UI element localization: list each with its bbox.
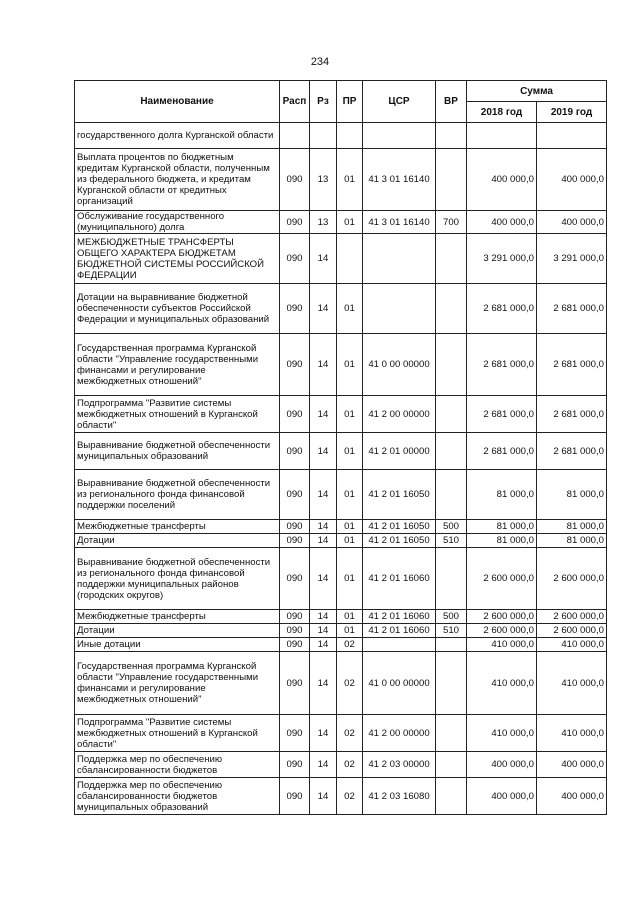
sum-2018-cell: 2 681 000,0	[467, 396, 537, 433]
name-cell: Выравнивание бюджетной обеспеченности из регионального фонда финансовой поддержки муниципальных районов (городских округов)	[75, 548, 280, 610]
vr-cell	[436, 778, 467, 815]
table-row	[75, 534, 607, 548]
rz-cell: 14	[310, 520, 337, 534]
vr-cell	[436, 396, 467, 433]
rz-cell: 14	[310, 778, 337, 815]
csr-cell: 41 3 01 16140	[363, 211, 436, 234]
table-row	[75, 284, 607, 334]
rz-cell: 14	[310, 548, 337, 610]
header-sum: Сумма	[467, 81, 607, 102]
vr-cell	[436, 334, 467, 396]
sum-2019-cell: 400 000,0	[537, 778, 607, 815]
rz-cell: 14	[310, 470, 337, 520]
page-number: 234	[310, 56, 330, 68]
sum-2019-cell: 81 000,0	[537, 534, 607, 548]
sum-2019-cell: 2 600 000,0	[537, 548, 607, 610]
table-row	[75, 433, 607, 470]
sum-2018-cell: 2 681 000,0	[467, 284, 537, 334]
rasp-cell: 090	[280, 284, 310, 334]
name-cell: Межбюджетные трансферты	[75, 610, 280, 624]
name-cell: Подпрограмма "Развитие системы межбюджетных отношений в Курганской области"	[75, 396, 280, 433]
pr-cell: 01	[337, 520, 363, 534]
rz-cell: 14	[310, 284, 337, 334]
sum-2018-cell: 410 000,0	[467, 715, 537, 752]
rasp-cell: 090	[280, 211, 310, 234]
rasp-cell: 090	[280, 433, 310, 470]
table-row	[75, 211, 607, 234]
table-body	[75, 123, 607, 815]
name-cell: Дотации на выравнивание бюджетной обеспеченности субъектов Российской Федерации и муниципальных образований	[75, 284, 280, 334]
csr-cell: 41 2 01 16060	[363, 624, 436, 638]
vr-cell	[436, 234, 467, 284]
csr-cell: 41 2 01 16060	[363, 610, 436, 624]
sum-2019-cell: 81 000,0	[537, 470, 607, 520]
pr-cell: 01	[337, 334, 363, 396]
csr-cell	[363, 284, 436, 334]
sum-2018-cell: 2 681 000,0	[467, 433, 537, 470]
sum-2019-cell: 400 000,0	[537, 211, 607, 234]
vr-cell	[436, 149, 467, 211]
name-cell: Выравнивание бюджетной обеспеченности муниципальных образований	[75, 433, 280, 470]
sum-2018-cell: 400 000,0	[467, 211, 537, 234]
vr-cell	[436, 433, 467, 470]
sum-2018-cell: 400 000,0	[467, 752, 537, 778]
sum-2019-cell: 400 000,0	[537, 149, 607, 211]
csr-cell	[363, 234, 436, 284]
pr-cell: 02	[337, 715, 363, 752]
sum-2018-cell: 2 600 000,0	[467, 610, 537, 624]
csr-cell: 41 2 00 00000	[363, 396, 436, 433]
name-cell: государственного долга Курганской области	[75, 123, 280, 149]
rz-cell	[310, 123, 337, 149]
vr-cell	[436, 284, 467, 334]
table-row	[75, 610, 607, 624]
sum-2018-cell: 400 000,0	[467, 149, 537, 211]
table-row	[75, 638, 607, 652]
name-cell: Поддержка мер по обеспечению сбалансированности бюджетов	[75, 752, 280, 778]
table-row	[75, 548, 607, 610]
csr-cell	[363, 123, 436, 149]
rasp-cell: 090	[280, 334, 310, 396]
sum-2019-cell: 3 291 000,0	[537, 234, 607, 284]
name-cell: Дотации	[75, 534, 280, 548]
name-cell: Поддержка мер по обеспечению сбалансированности бюджетов муниципальных образований	[75, 778, 280, 815]
rasp-cell: 090	[280, 610, 310, 624]
sum-2019-cell	[537, 123, 607, 149]
pr-cell: 01	[337, 624, 363, 638]
rasp-cell: 090	[280, 534, 310, 548]
sum-2018-cell: 2 681 000,0	[467, 334, 537, 396]
sum-2019-cell: 2 681 000,0	[537, 396, 607, 433]
rz-cell: 14	[310, 652, 337, 715]
pr-cell: 01	[337, 284, 363, 334]
rz-cell: 14	[310, 433, 337, 470]
table-row	[75, 652, 607, 715]
header-pr: ПР	[337, 81, 363, 123]
csr-cell: 41 2 01 16050	[363, 470, 436, 520]
csr-cell: 41 2 03 00000	[363, 752, 436, 778]
rz-cell: 14	[310, 334, 337, 396]
name-cell: Подпрограмма "Развитие системы межбюджетных отношений в Курганской области"	[75, 715, 280, 752]
pr-cell: 01	[337, 396, 363, 433]
sum-2018-cell: 410 000,0	[467, 652, 537, 715]
rz-cell: 14	[310, 752, 337, 778]
rasp-cell: 090	[280, 520, 310, 534]
table-row	[75, 334, 607, 396]
rasp-cell: 090	[280, 396, 310, 433]
rasp-cell: 090	[280, 470, 310, 520]
rz-cell: 13	[310, 149, 337, 211]
header-rasp: Расп	[280, 81, 310, 123]
rz-cell: 14	[310, 715, 337, 752]
table-row	[75, 149, 607, 211]
rz-cell: 14	[310, 638, 337, 652]
table-row	[75, 520, 607, 534]
pr-cell: 01	[337, 149, 363, 211]
name-cell: Межбюджетные трансферты	[75, 520, 280, 534]
sum-2018-cell: 81 000,0	[467, 520, 537, 534]
vr-cell: 500	[436, 610, 467, 624]
pr-cell: 01	[337, 470, 363, 520]
rz-cell: 14	[310, 396, 337, 433]
pr-cell: 01	[337, 433, 363, 470]
rasp-cell: 090	[280, 778, 310, 815]
budget-table	[74, 80, 607, 815]
rasp-cell	[280, 123, 310, 149]
rasp-cell: 090	[280, 234, 310, 284]
vr-cell	[436, 548, 467, 610]
sum-2018-cell: 2 600 000,0	[467, 624, 537, 638]
pr-cell: 01	[337, 211, 363, 234]
name-cell: Обслуживание государственного (муниципального) долга	[75, 211, 280, 234]
sum-2019-cell: 410 000,0	[537, 652, 607, 715]
table-row	[75, 234, 607, 284]
sum-2019-cell: 81 000,0	[537, 520, 607, 534]
pr-cell: 02	[337, 652, 363, 715]
sum-2019-cell: 410 000,0	[537, 715, 607, 752]
table-row	[75, 396, 607, 433]
csr-cell: 41 0 00 00000	[363, 334, 436, 396]
pr-cell: 02	[337, 778, 363, 815]
sum-2019-cell: 410 000,0	[537, 638, 607, 652]
name-cell: Государственная программа Курганской области "Управление государственными финансами и регулирование межбюджетных отношений"	[75, 334, 280, 396]
table-row	[75, 752, 607, 778]
csr-cell: 41 0 00 00000	[363, 652, 436, 715]
name-cell: Выравнивание бюджетной обеспеченности из регионального фонда финансовой поддержки поселений	[75, 470, 280, 520]
name-cell: МЕЖБЮДЖЕТНЫЕ ТРАНСФЕРТЫ ОБЩЕГО ХАРАКТЕРА БЮДЖЕТАМ БЮДЖЕТНОЙ СИСТЕМЫ РОССИЙСКОЙ ФЕДЕРАЦИИ	[75, 234, 280, 284]
name-cell: Дотации	[75, 624, 280, 638]
rz-cell: 14	[310, 534, 337, 548]
rasp-cell: 090	[280, 638, 310, 652]
table-row	[75, 470, 607, 520]
rasp-cell: 090	[280, 652, 310, 715]
vr-cell: 700	[436, 211, 467, 234]
vr-cell	[436, 652, 467, 715]
rasp-cell: 090	[280, 752, 310, 778]
sum-2019-cell: 2 681 000,0	[537, 433, 607, 470]
rz-cell: 14	[310, 624, 337, 638]
vr-cell	[436, 752, 467, 778]
header-2019: 2019 год	[537, 102, 607, 123]
header-rz: Рз	[310, 81, 337, 123]
pr-cell: 02	[337, 752, 363, 778]
pr-cell: 01	[337, 610, 363, 624]
header-csr: ЦСР	[363, 81, 436, 123]
csr-cell	[363, 638, 436, 652]
name-cell: Государственная программа Курганской области "Управление государственными финансами и регулирование межбюджетных отношений"	[75, 652, 280, 715]
pr-cell	[337, 234, 363, 284]
sum-2018-cell	[467, 123, 537, 149]
table-row	[75, 123, 607, 149]
csr-cell: 41 3 01 16140	[363, 149, 436, 211]
vr-cell	[436, 470, 467, 520]
csr-cell: 41 2 00 00000	[363, 715, 436, 752]
sum-2018-cell: 410 000,0	[467, 638, 537, 652]
pr-cell	[337, 123, 363, 149]
sum-2018-cell: 400 000,0	[467, 778, 537, 815]
vr-cell	[436, 123, 467, 149]
sum-2019-cell: 2 600 000,0	[537, 610, 607, 624]
header-2018: 2018 год	[467, 102, 537, 123]
vr-cell: 500	[436, 520, 467, 534]
csr-cell: 41 2 01 16050	[363, 520, 436, 534]
table-row	[75, 715, 607, 752]
name-cell: Иные дотации	[75, 638, 280, 652]
rasp-cell: 090	[280, 715, 310, 752]
csr-cell: 41 2 03 16080	[363, 778, 436, 815]
sum-2019-cell: 2 681 000,0	[537, 334, 607, 396]
vr-cell	[436, 715, 467, 752]
rasp-cell: 090	[280, 548, 310, 610]
rasp-cell: 090	[280, 624, 310, 638]
table-row	[75, 624, 607, 638]
sum-2018-cell: 3 291 000,0	[467, 234, 537, 284]
header-vr: ВР	[436, 81, 467, 123]
rz-cell: 14	[310, 234, 337, 284]
name-cell: Выплата процентов по бюджетным кредитам Курганской области, полученным из федерального бюджета, и кредитам Курганской области от кредитных организаций	[75, 149, 280, 211]
rasp-cell: 090	[280, 149, 310, 211]
header-name: Наименование	[75, 81, 280, 123]
sum-2018-cell: 2 600 000,0	[467, 548, 537, 610]
rz-cell: 13	[310, 211, 337, 234]
sum-2019-cell: 400 000,0	[537, 752, 607, 778]
sum-2019-cell: 2 600 000,0	[537, 624, 607, 638]
vr-cell	[436, 638, 467, 652]
sum-2019-cell: 2 681 000,0	[537, 284, 607, 334]
pr-cell: 01	[337, 534, 363, 548]
pr-cell: 01	[337, 548, 363, 610]
csr-cell: 41 2 01 00000	[363, 433, 436, 470]
rz-cell: 14	[310, 610, 337, 624]
header-row	[75, 81, 607, 102]
vr-cell: 510	[436, 624, 467, 638]
vr-cell: 510	[436, 534, 467, 548]
csr-cell: 41 2 01 16060	[363, 548, 436, 610]
sum-2018-cell: 81 000,0	[467, 470, 537, 520]
table-row	[75, 778, 607, 815]
csr-cell: 41 2 01 16050	[363, 534, 436, 548]
sum-2018-cell: 81 000,0	[467, 534, 537, 548]
pr-cell: 02	[337, 638, 363, 652]
